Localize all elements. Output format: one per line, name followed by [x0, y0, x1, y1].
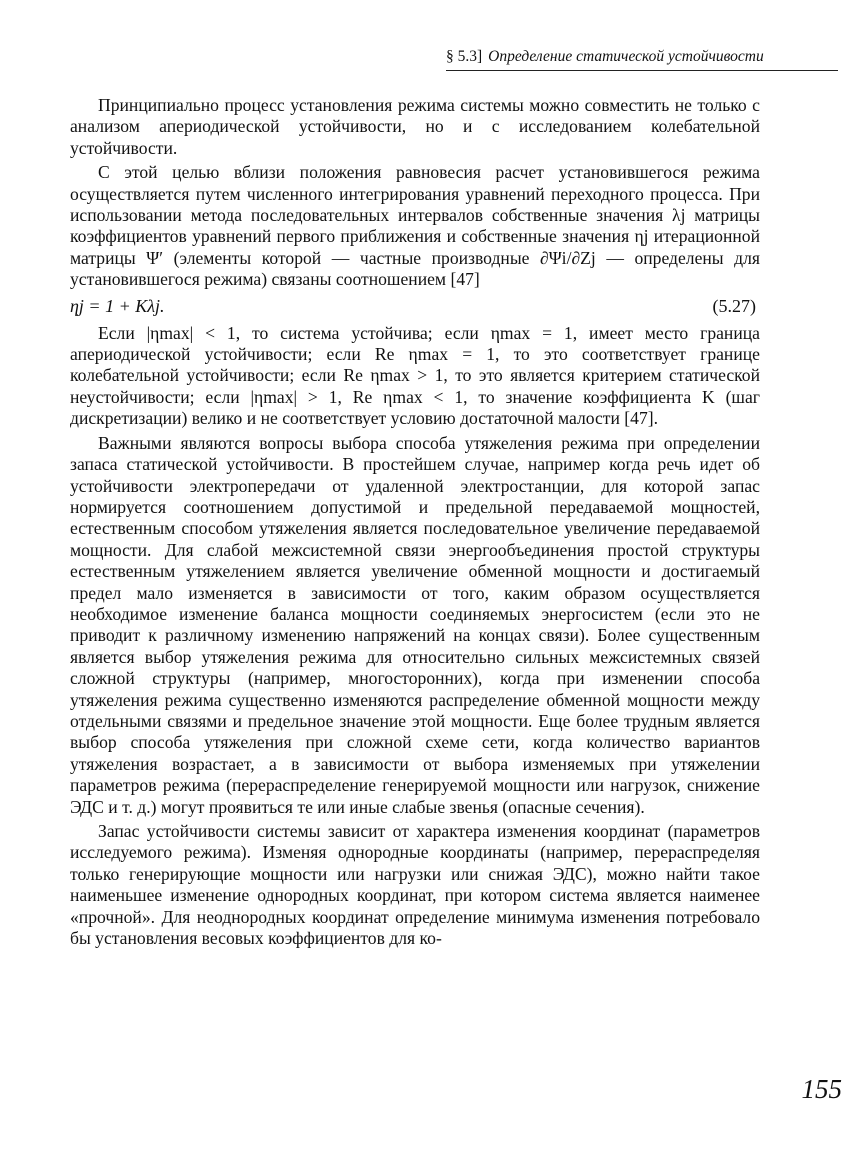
body-text [70, 95, 760, 949]
paragraph-5: Запас устойчивости системы зависит от характера изменения координат (параметров исследуемого режима). Изменяя однородные координаты (например, перераспределяя только генерирующие мощности или нагрузки или снижая ЭДС), можно найти такое наименьшее изменение однородных координат, при котором система является наименее «прочной». Для неоднородных координат определение минимума изменения потребовало бы установления весовых коэффициентов для ко- [70, 821, 760, 949]
formula-5-27 [70, 293, 760, 319]
paragraph-1: Принципиально процесс установления режима системы можно совместить не только с анализом апериодической устойчивости, но и с исследованием колебательной устойчивости. [70, 95, 760, 158]
page-number: 155 [801, 1074, 842, 1104]
running-title: Определение статической устойчивости [488, 48, 764, 65]
running-head [446, 46, 838, 68]
formula-expression: ηj = 1 + Kλj. [70, 295, 165, 316]
paragraph-4: Важными являются вопросы выбора способа утяжеления режима при определении запаса статической устойчивости. В простейшем случае, например когда речь идет об устойчивости электропередачи от удаленной электростанции, для которой запас нормируется соотношением допустимой и предельной передаваемой мощностей, естественным способом утяжеления является последовательное увеличение передаваемой мощности. Для слабой межсистемной связи энергообъединения простой структуры естественным утяжелением является увеличение обменной мощности и достигаемый предел мало изменяется в зависимости от того, каким образом осуществляется необходимое изменение баланса мощности соединяемых энергосистем (если это не приводит к различному изменению напряжений на концах связи). Более существенным является выбор утяжеления режима для относительно сильных межсистемных связей сложной структуры (например, многосторонних), когда при изменении способа утяжеления режима существенно изменяются распределение обменной мощности между отдельными связями и предельное значение этой мощности. Еще более трудным является выбор способа утяжеления при сложной схеме сети, когда количество вариантов утяжеления возрастает, а в зависимости от выбора изменяемых при утяжелении параметров режима (перераспределение генерируемой мощности или нагрузок, снижение ЭДС и т. д.) могут проявиться те или иные слабые звенья (опасные сечения). [70, 432, 760, 817]
section-number: § 5.3] [446, 48, 483, 65]
header-rule [446, 70, 838, 71]
paragraph-3: Если |ηmax| < 1, то система устойчива; если ηmax = 1, имеет место граница апериодической устойчивости; если Re ηmax = 1, то это соответствует границе колебательной устойчивости; если Re ηmax > 1, то это является критерием статической неустойчивости; если |ηmax| > 1, Re ηmax < 1, то значение коэффициента K (шаг дискретизации) велико и не соответствует условию достаточной малости [47]. [70, 322, 760, 429]
paragraph-2: С этой целью вблизи положения равновесия расчет установившегося режима осуществляется путем численного интегрирования уравнений переходного процесса. При использовании метода последовательных интервалов собственные значения λj матрицы коэффициентов уравнений первого приближения и собственные значения ηj итерационной матрицы Ψ′ (элементы которой — частные производные ∂Ψi/∂Zj — определены для установившегося режима) связаны соотношением [47] [70, 162, 760, 290]
formula-number: (5.27) [712, 295, 756, 316]
